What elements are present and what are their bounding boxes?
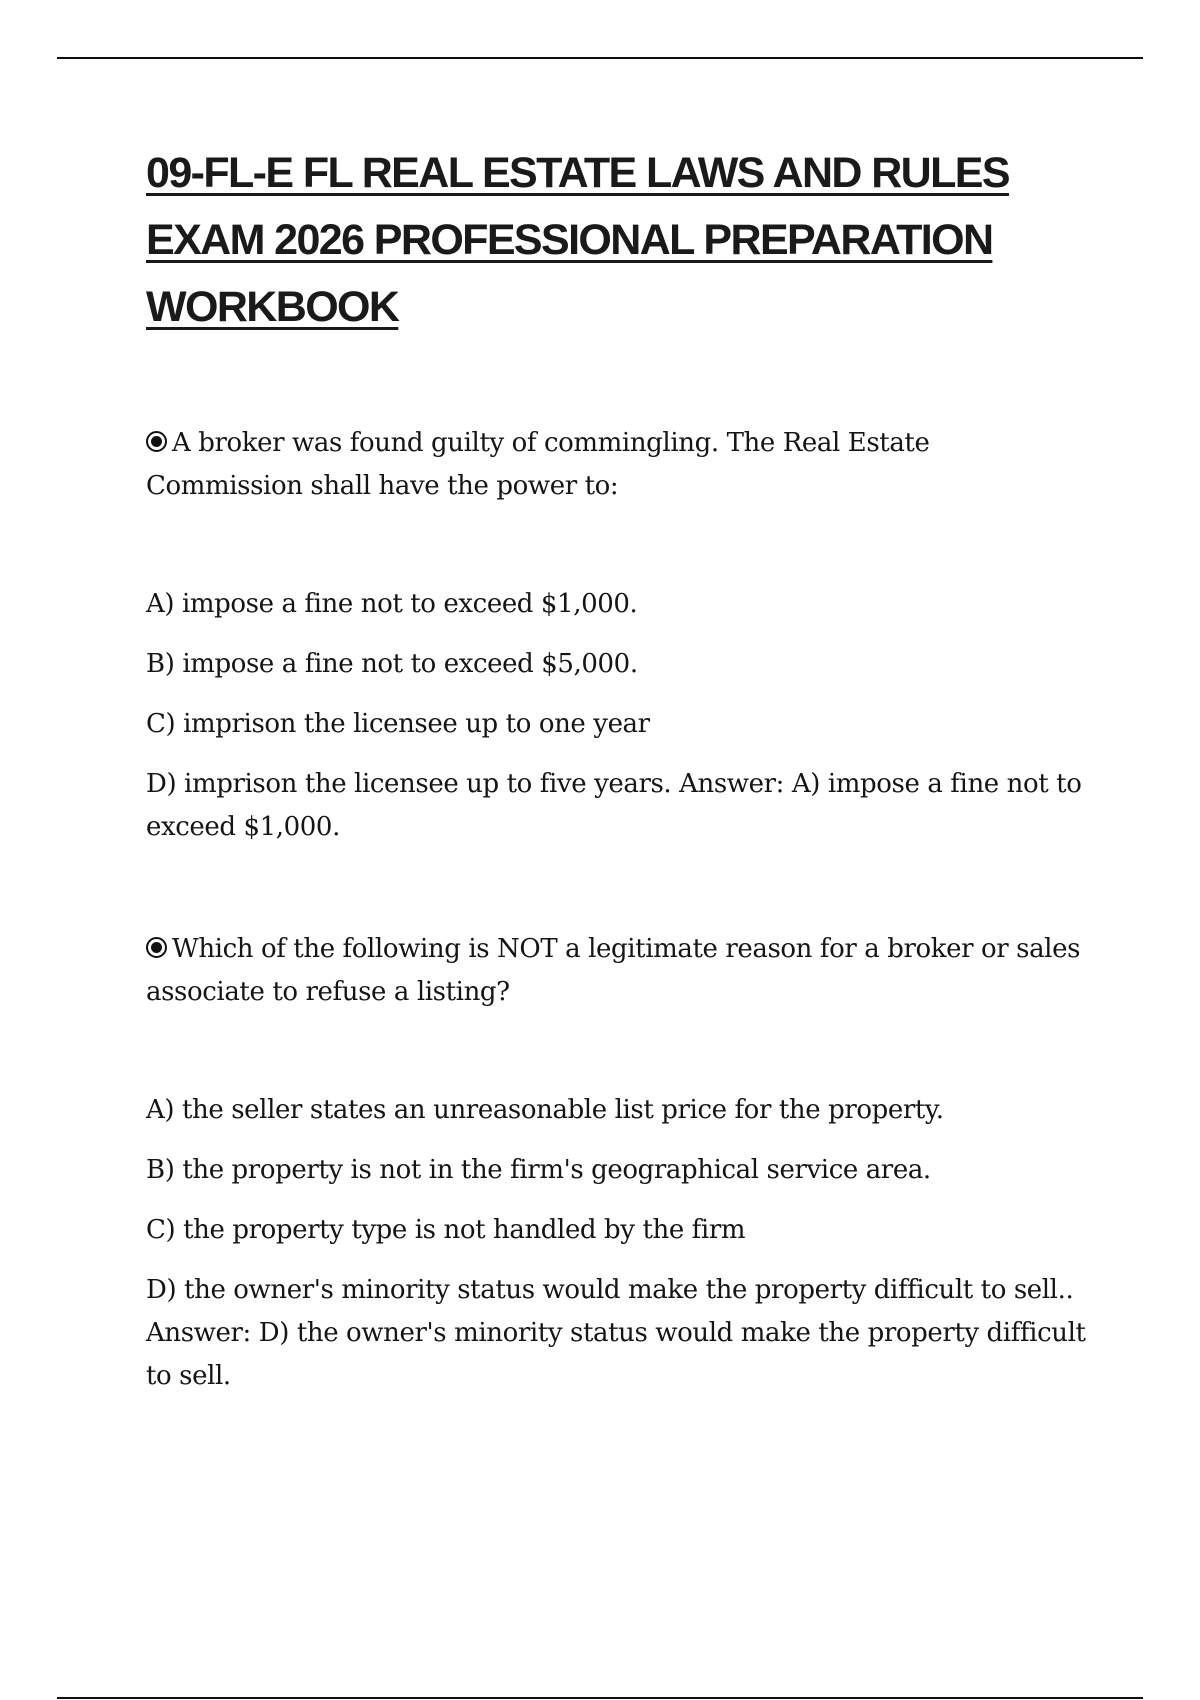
answer-option-with-answer: D) the owner's minority status would make the property difficult to sell.. Answer: D) the owner's minority status would make the property difficult to sell. [146, 1275, 1086, 1391]
document-body [146, 140, 1086, 1391]
answer-options [146, 1089, 1086, 1398]
question-text [146, 422, 1086, 508]
radio-filled-icon [146, 937, 167, 958]
answer-option: B) the property is not in the firm's geographical service area. [146, 1155, 931, 1185]
answer-option-with-answer: D) imprison the licensee up to five years. Answer: A) impose a fine not to exceed $1,000. [146, 769, 1082, 842]
answer-option: A) impose a fine not to exceed $1,000. [146, 589, 638, 619]
answer-option: A) the seller states an unreasonable list price for the property. [146, 1095, 944, 1125]
question-text [146, 928, 1086, 1014]
answer-option: B) impose a fine not to exceed $5,000. [146, 649, 638, 679]
top-divider [57, 57, 1143, 59]
question-label: A broker was found guilty of commingling. The Real Estate Commission shall have the power to: [146, 428, 930, 501]
question-label: Which of the following is NOT a legitimate reason for a broker or sales associate to refuse a listing? [146, 934, 1081, 1007]
answer-options [146, 583, 1086, 849]
document-title: 09-FL-E FL REAL ESTATE LAWS AND RULES EXAM 2026 PROFESSIONAL PREPARATION WORKBOOK [146, 149, 1009, 331]
answer-option: C) the property type is not handled by the firm [146, 1215, 746, 1245]
answer-option: C) imprison the licensee up to one year [146, 709, 650, 739]
question-block [146, 928, 1086, 1415]
radio-filled-icon [146, 431, 167, 452]
question-block [146, 422, 1086, 866]
bottom-divider [57, 1697, 1143, 1699]
